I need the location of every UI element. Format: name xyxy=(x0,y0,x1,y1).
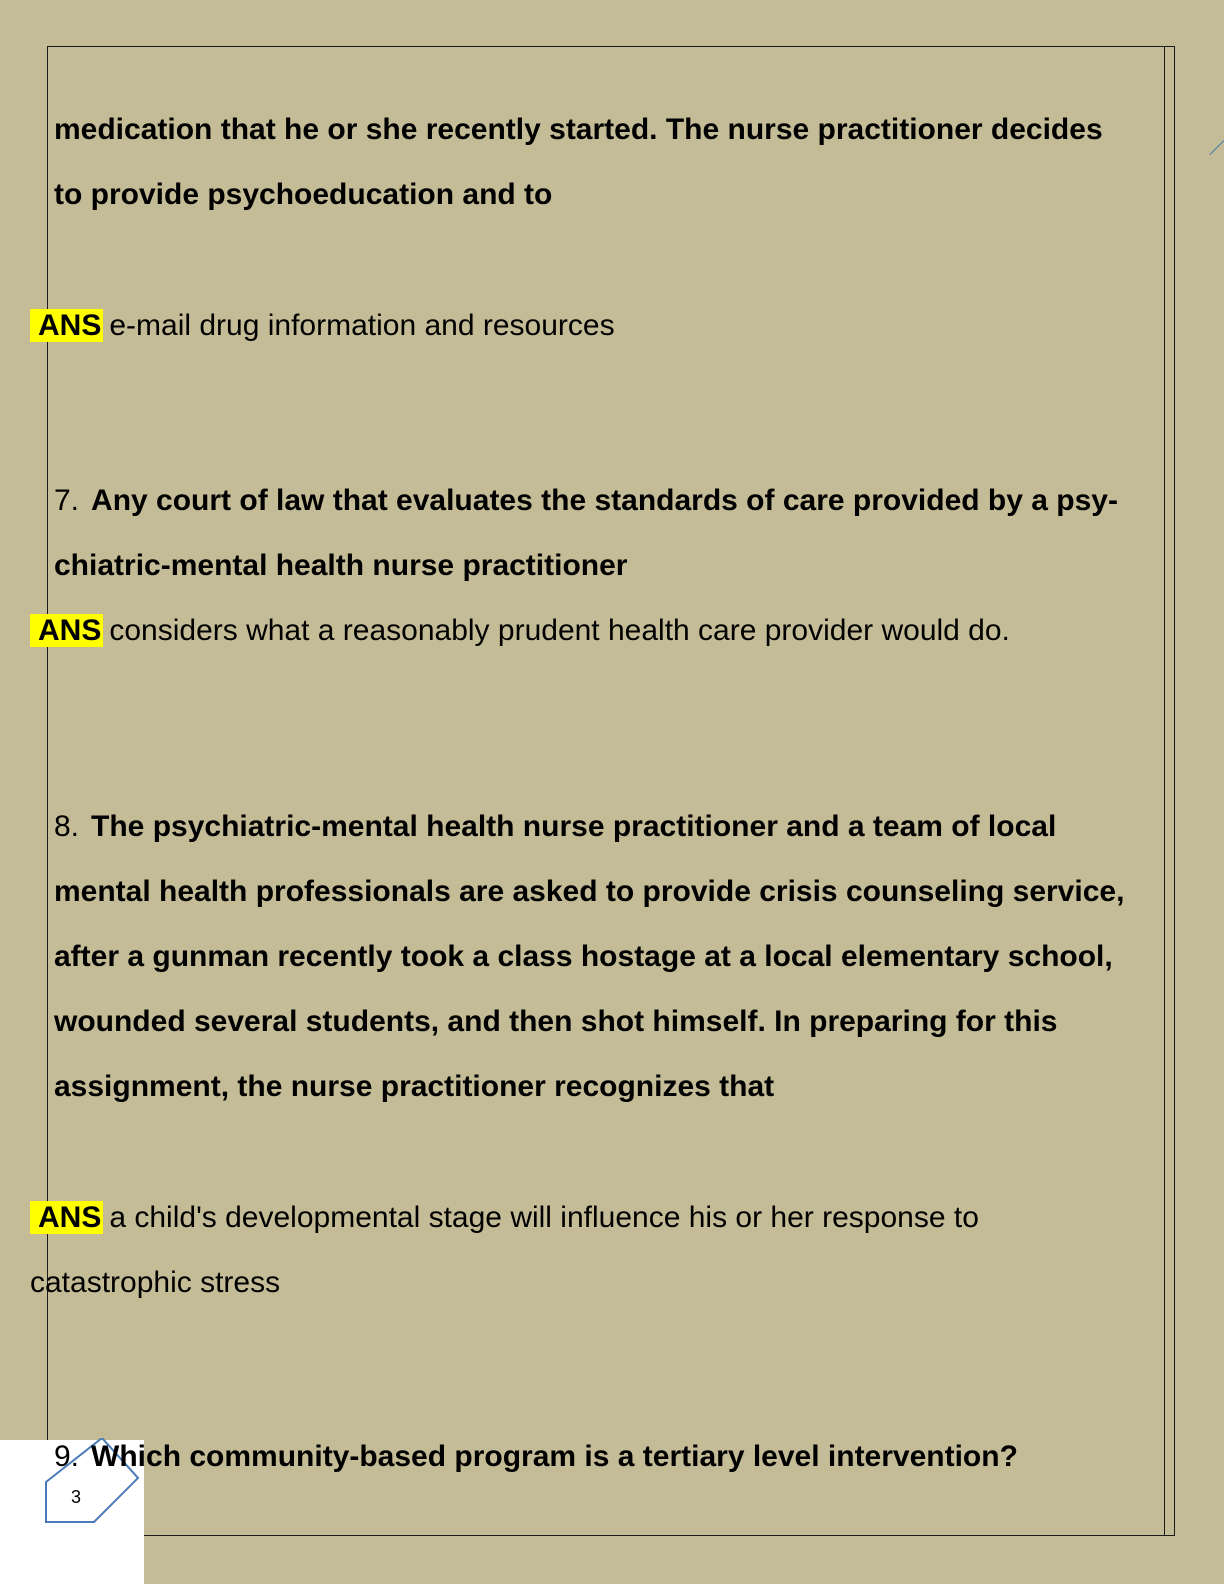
q8-text-line-2: mental health professionals are asked to provide crisis counseling service, xyxy=(54,875,1125,908)
q9-number: 9. xyxy=(54,1440,80,1473)
ans-label: ANS xyxy=(30,1201,103,1234)
frame-inner-edge xyxy=(1164,46,1165,1536)
page-frame xyxy=(47,46,1175,1536)
q8-text-line-5: assignment, the nurse practitioner recognizes that xyxy=(54,1070,775,1103)
q6-answer xyxy=(30,308,615,344)
ans-label: ANS xyxy=(30,614,103,647)
q8-answer xyxy=(30,1200,979,1236)
q7-line-1-text: Any court of law that evaluates the standards of care provided by a psy- xyxy=(91,484,1118,517)
q6-text-line-2: to provide psychoeducation and to xyxy=(54,178,553,211)
q9-text-line-1 xyxy=(54,1439,1018,1475)
q7-answer-text: considers what a reasonably prudent health care provider would do. xyxy=(109,614,1010,647)
q8-answer-text-1: a child's developmental stage will influence his or her response to xyxy=(109,1201,979,1234)
q7-number: 7. xyxy=(54,484,80,517)
ans-label: ANS xyxy=(30,309,103,342)
q6-text-line-1: medication that he or she recently started. The nurse practitioner decides xyxy=(54,113,1103,146)
q8-number: 8. xyxy=(54,810,80,843)
q8-answer-line-2: catastrophic stress xyxy=(30,1266,281,1299)
q6-answer-text: e-mail drug information and resources xyxy=(109,309,615,342)
q8-text-line-1 xyxy=(54,809,1056,845)
q7-text-line-1 xyxy=(54,483,1118,519)
q7-text-line-2: chiatric-mental health nurse practitioner xyxy=(54,549,628,582)
q8-line-1-text: The psychiatric-mental health nurse practitioner and a team of local xyxy=(91,810,1057,843)
q8-text-line-3: after a gunman recently took a class hostage at a local elementary school, xyxy=(54,940,1113,973)
q9-line-1-text: Which community-based program is a tertiary level intervention? xyxy=(91,1440,1018,1473)
page-number: 3 xyxy=(71,1487,82,1507)
decorative-corner-line xyxy=(1210,140,1224,155)
q8-text-line-4: wounded several students, and then shot himself. In preparing for this xyxy=(54,1005,1058,1038)
q7-answer xyxy=(30,613,1010,649)
